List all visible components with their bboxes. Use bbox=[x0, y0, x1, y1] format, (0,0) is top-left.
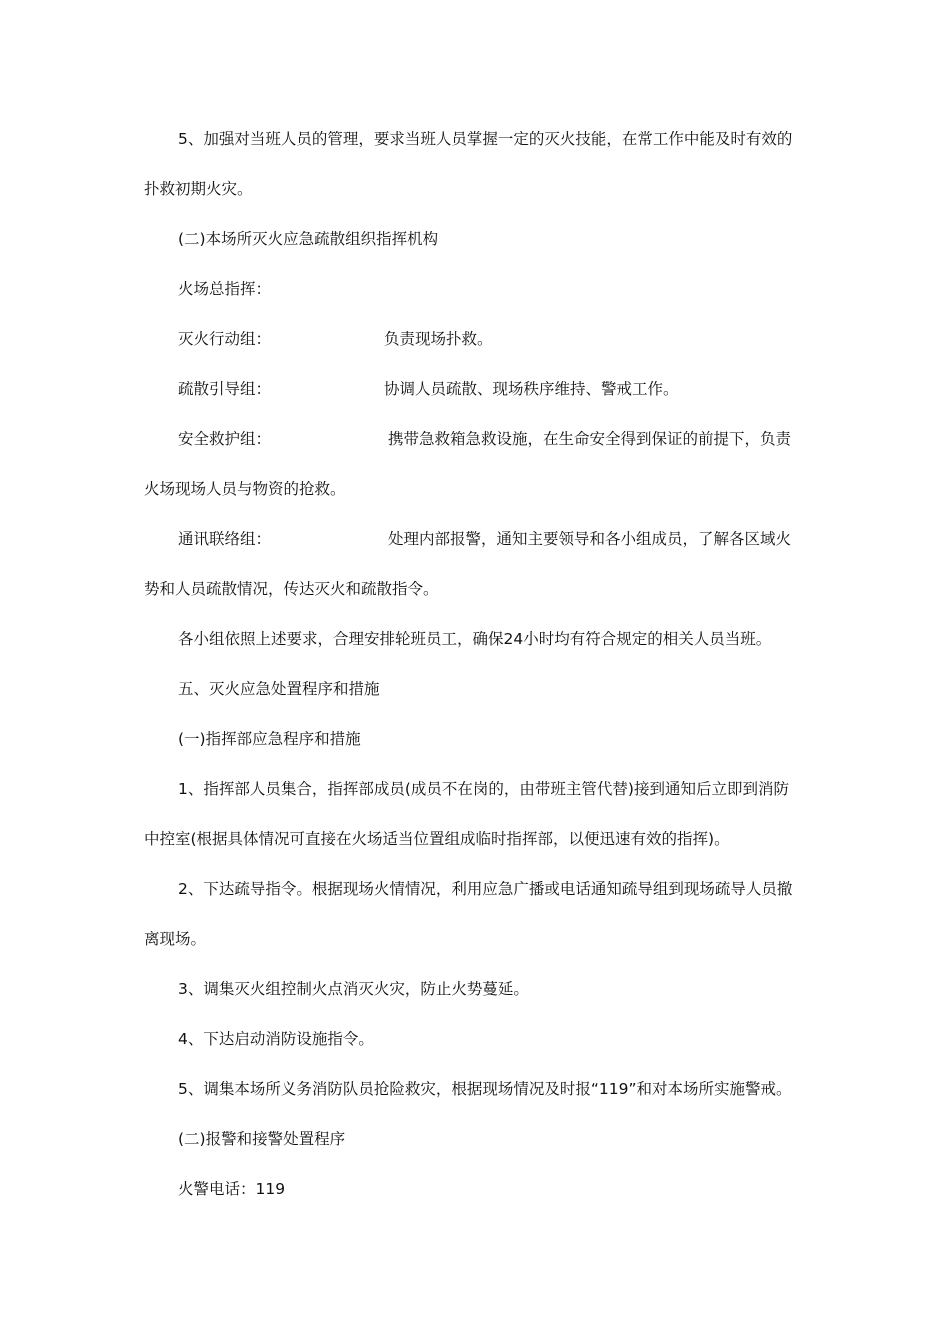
subsection-heading: (二)报警和接警处置程序 bbox=[178, 1130, 346, 1148]
group-name: 通讯联络组： bbox=[178, 530, 272, 548]
section-heading: 五、灭火应急处置程序和措施 bbox=[178, 680, 380, 698]
group-duty-continued: 火场现场人员与物资的抢救。 bbox=[144, 480, 346, 498]
paragraph-line: 离现场。 bbox=[144, 930, 207, 948]
paragraph-line: 扑救初期火灾。 bbox=[144, 180, 253, 198]
group-duty: 携带急救箱急救设施，在生命安全得到保证的前提下，负责 bbox=[388, 430, 792, 448]
fire-phone-line: 火警电话：119 bbox=[178, 1180, 286, 1198]
group-name: 灭火行动组： bbox=[178, 330, 272, 348]
paragraph-line: 5、加强对当班人员的管理，要求当班人员掌握一定的灭火技能，在常工作中能及时有效的 bbox=[178, 130, 793, 148]
subsection-heading: (一)指挥部应急程序和措施 bbox=[178, 730, 361, 748]
paragraph-line: 各小组依照上述要求，合理安排轮班员工，确保24小时均有符合规定的相关人员当班。 bbox=[178, 630, 772, 648]
paragraph-line: 3、调集灭火组控制火点消灭火灾，防止火势蔓延。 bbox=[178, 980, 529, 998]
group-duty-continued: 势和人员疏散情况，传达灭火和疏散指令。 bbox=[144, 580, 439, 598]
paragraph-line: 1、指挥部人员集合，指挥部成员(成员不在岗的，由带班主管代替)接到通知后立即到消防 bbox=[178, 780, 789, 798]
group-name: 疏散引导组： bbox=[178, 380, 272, 398]
commander-label: 火场总指挥： bbox=[178, 280, 272, 298]
group-duty: 协调人员疏散、现场秩序维持、警戒工作。 bbox=[384, 380, 679, 398]
paragraph-line: 中控室(根据具体情况可直接在火场适当位置组成临时指挥部，以便迅速有效的指挥)。 bbox=[144, 830, 730, 848]
group-duty: 处理内部报警，通知主要领导和各小组成员，了解各区域火 bbox=[388, 530, 792, 548]
section-heading: (二)本场所灭火应急疏散组织指挥机构 bbox=[178, 230, 439, 248]
paragraph-line: 5、调集本场所义务消防队员抢险救灾，根据现场情况及时报“119”和对本场所实施警戒。 bbox=[178, 1080, 792, 1098]
paragraph-line: 2、下达疏导指令。根据现场火情情况，利用应急广播或电话通知疏导组到现场疏导人员撤 bbox=[178, 880, 793, 898]
paragraph-line: 4、下达启动消防设施指令。 bbox=[178, 1030, 374, 1048]
group-duty: 负责现场扑救。 bbox=[384, 330, 493, 348]
group-name: 安全救护组： bbox=[178, 430, 272, 448]
